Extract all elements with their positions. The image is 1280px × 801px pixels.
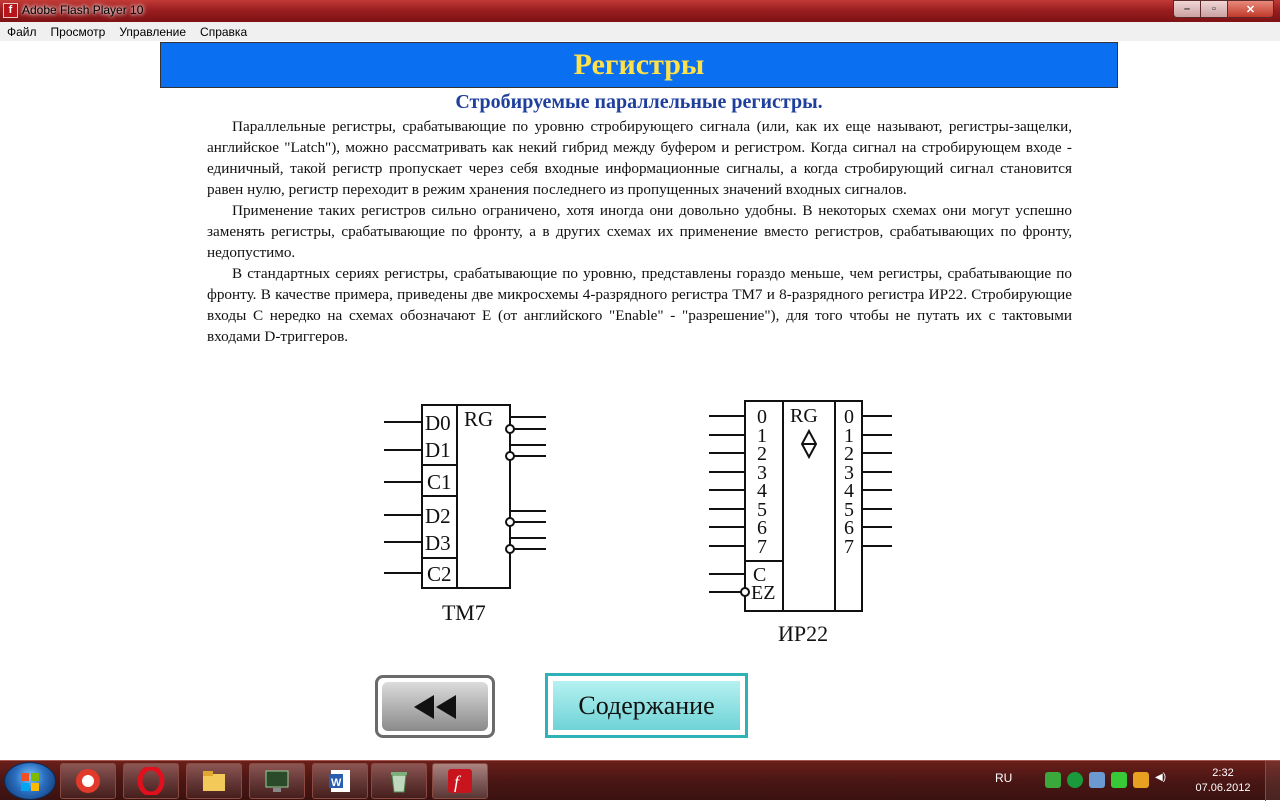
tray-icons — [1045, 772, 1171, 788]
menu-file[interactable]: Файл — [7, 24, 37, 39]
ir22-output-label: 5 — [844, 499, 854, 521]
tm7-pin-label: C2 — [427, 562, 452, 586]
start-button[interactable] — [4, 762, 56, 800]
clock-date: 07.06.2012 — [1195, 782, 1251, 794]
back-button[interactable] — [375, 675, 495, 738]
language-indicator[interactable]: RU — [995, 771, 1013, 785]
contents-button-label: Содержание — [553, 681, 740, 730]
ir22-control-label: EZ — [751, 582, 776, 604]
windows-logo-icon — [21, 773, 39, 791]
taskbar-app-button[interactable] — [60, 763, 116, 799]
ir22-control-label: C — [753, 564, 767, 586]
close-button[interactable]: ✕ — [1227, 0, 1274, 18]
tm7-pin-label: D1 — [425, 438, 451, 462]
ir22-caption: ИР22 — [778, 621, 829, 646]
section-subtitle: Стробируемые параллельные регистры. — [455, 91, 823, 113]
taskbar-recycle-button[interactable] — [371, 763, 427, 799]
window-titlebar[interactable] — [0, 0, 1280, 22]
icq-icon[interactable] — [1111, 772, 1127, 788]
ir22-input-label: 3 — [757, 462, 767, 484]
minimize-button[interactable]: – — [1173, 0, 1200, 18]
tm7-pin-label: C1 — [427, 470, 452, 494]
tm7-pin-label: D0 — [425, 411, 451, 435]
ir22-input-label: 6 — [757, 517, 767, 539]
monitor-icon — [263, 767, 291, 795]
rewind-icon — [382, 682, 488, 731]
svg-text:f: f — [454, 772, 460, 792]
ir22-output-label: 7 — [844, 536, 854, 558]
paragraph: Параллельные регистры, срабатывающие по уровню стробирующего сигнала (или, как их еще называют, регистры-защелки, английское "Latch"), можно рассматривать как некий гибрид между буфером и регистром. Когда сигнал на стробирующем входе - единичный, такой регистр пропускает через себя входные информационные сигналы, а когда стробирующий сигнал становится равен нулю, регистр переходит в режим хранения последнего из пропущенных значений входных сигналов. — [207, 118, 1072, 198]
contents-button[interactable] — [545, 673, 748, 738]
tray-tool-icon[interactable] — [1089, 772, 1105, 788]
show-desktop-button[interactable] — [1265, 761, 1280, 801]
tm7-pin-label: D2 — [425, 504, 451, 528]
taskbar-explorer-button[interactable] — [186, 763, 242, 799]
ir22-output-label: 6 — [844, 517, 854, 539]
taskbar-word-button[interactable] — [312, 763, 368, 799]
taskbar — [0, 760, 1280, 800]
clock-time: 2:32 — [1212, 767, 1234, 779]
tm7-diagram — [380, 400, 555, 595]
ir22-output-label: 2 — [844, 443, 854, 465]
body-text — [207, 116, 1072, 347]
svg-text:W: W — [331, 777, 342, 789]
menu-view[interactable]: Просмотр — [50, 24, 106, 39]
flash-icon — [446, 767, 474, 795]
ir22-input-label: 7 — [757, 536, 767, 558]
ir22-output-label: 1 — [844, 425, 854, 447]
tray-app-icon[interactable] — [1133, 772, 1149, 788]
maximize-button[interactable]: ▫ — [1200, 0, 1227, 18]
ir22-func-label: RG — [790, 405, 818, 427]
taskbar-opera-button[interactable] — [123, 763, 179, 799]
menu-help[interactable]: Справка — [200, 24, 248, 39]
utorrent-icon[interactable] — [1067, 772, 1083, 788]
page-banner — [160, 42, 1118, 88]
tm7-caption: ТМ7 — [442, 600, 486, 625]
opera-icon — [137, 767, 165, 795]
ir22-output-label: 0 — [844, 406, 854, 428]
ir22-output-label: 4 — [844, 480, 854, 502]
tm7-pin-label: D3 — [425, 531, 451, 555]
ir22-input-label: 4 — [757, 480, 767, 502]
menu-bar — [0, 22, 1280, 41]
ir22-output-label: 3 — [844, 462, 854, 484]
clock[interactable] — [1188, 766, 1258, 796]
volume-icon[interactable]: ◀) — [1155, 772, 1167, 783]
ir22-diagram — [705, 398, 900, 616]
taskbar-monitor-button[interactable] — [249, 763, 305, 799]
window-title: Adobe Flash Player 10 — [22, 3, 144, 17]
ir22-input-label: 1 — [757, 425, 767, 447]
recycle-icon — [385, 767, 413, 795]
flash-player-icon: f — [3, 3, 18, 18]
app-icon — [74, 767, 102, 795]
ir22-input-label: 0 — [757, 406, 767, 428]
taskbar-flash-button[interactable] — [432, 763, 488, 799]
tm7-func-label: RG — [464, 407, 494, 431]
paragraph: В стандартных сериях регистры, срабатывающие по уровню, представлены гораздо меньше, чем регистры, срабатывающие по фронту. В качестве примера, приведены две микросхемы 4-разрядного регистра ТМ7 и 8-разрядного регистра ИР22. Стробирующие входы С нередко на схемах обозначают Е (от английского "Enable" - "разрешение"), для того чтобы не путать их с тактовыми входами D-триггеров. — [207, 265, 1072, 345]
word-icon — [326, 767, 354, 795]
tray-network-icon[interactable] — [1045, 772, 1061, 788]
page-title: Регистры — [573, 48, 705, 81]
menu-control[interactable]: Управление — [119, 24, 187, 39]
explorer-icon — [200, 767, 228, 795]
ir22-input-label: 5 — [757, 499, 767, 521]
ir22-input-label: 2 — [757, 443, 767, 465]
paragraph: Применение таких регистров сильно ограничено, хотя иногда они довольно удобны. В некоторых схемах они могут успешно заменять регистры, срабатывающие по фронту, а в других схемах их применение вместо регистров, срабатывающих по фронту, недопустимо. — [207, 202, 1072, 261]
